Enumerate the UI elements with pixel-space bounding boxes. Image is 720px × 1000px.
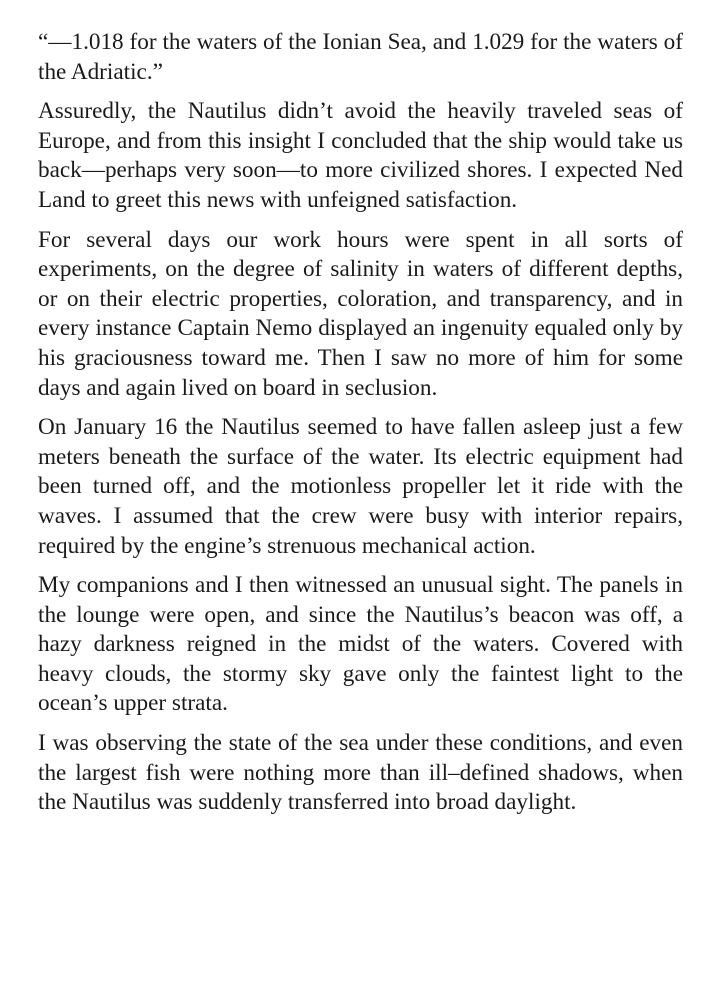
page-text	[38, 28, 683, 828]
paragraph-4: On January 16 the Nautilus seemed to have fallen asleep just a few meters beneath the surface of the water. Its electric equipment had been turned off, and the motionless propeller let it ride with the waves. I assumed that the crew were busy with interior repairs, required by the engine’s strenuous mechanical action.	[38, 414, 683, 559]
paragraph-1: “—1.018 for the waters of the Ionian Sea, and 1.029 for the waters of the Adriatic.”	[38, 29, 683, 85]
paragraph-6: I was observing the state of the sea under these conditions, and even the largest fish were nothing more than ill–defined shadows, when the Nautilus was suddenly transferred into broad daylight.	[38, 730, 683, 816]
paragraph-5: My companions and I then witnessed an unusual sight. The panels in the lounge were open, and since the Nautilus’s beacon was off, a hazy darkness reigned in the midst of the waters. Covered with heavy clouds, the stormy sky gave only the faintest light to the ocean’s upper strata.	[38, 572, 683, 717]
paragraph-2: Assuredly, the Nautilus didn’t avoid the heavily traveled seas of Europe, and from this insight I concluded that the ship would take us back—perhaps very soon—to more civilized shores. I expected Ned Land to greet this news with unfeigned satisfaction.	[38, 98, 683, 213]
paragraph-3: For several days our work hours were spent in all sorts of experiments, on the degree of salinity in waters of different depths, or on their electric properties, coloration, and transparency, and in every instance Captain Nemo displayed an ingenuity equaled only by his graciousness toward me. Then I saw no more of him for some days and again lived on board in seclusion.	[38, 226, 683, 401]
